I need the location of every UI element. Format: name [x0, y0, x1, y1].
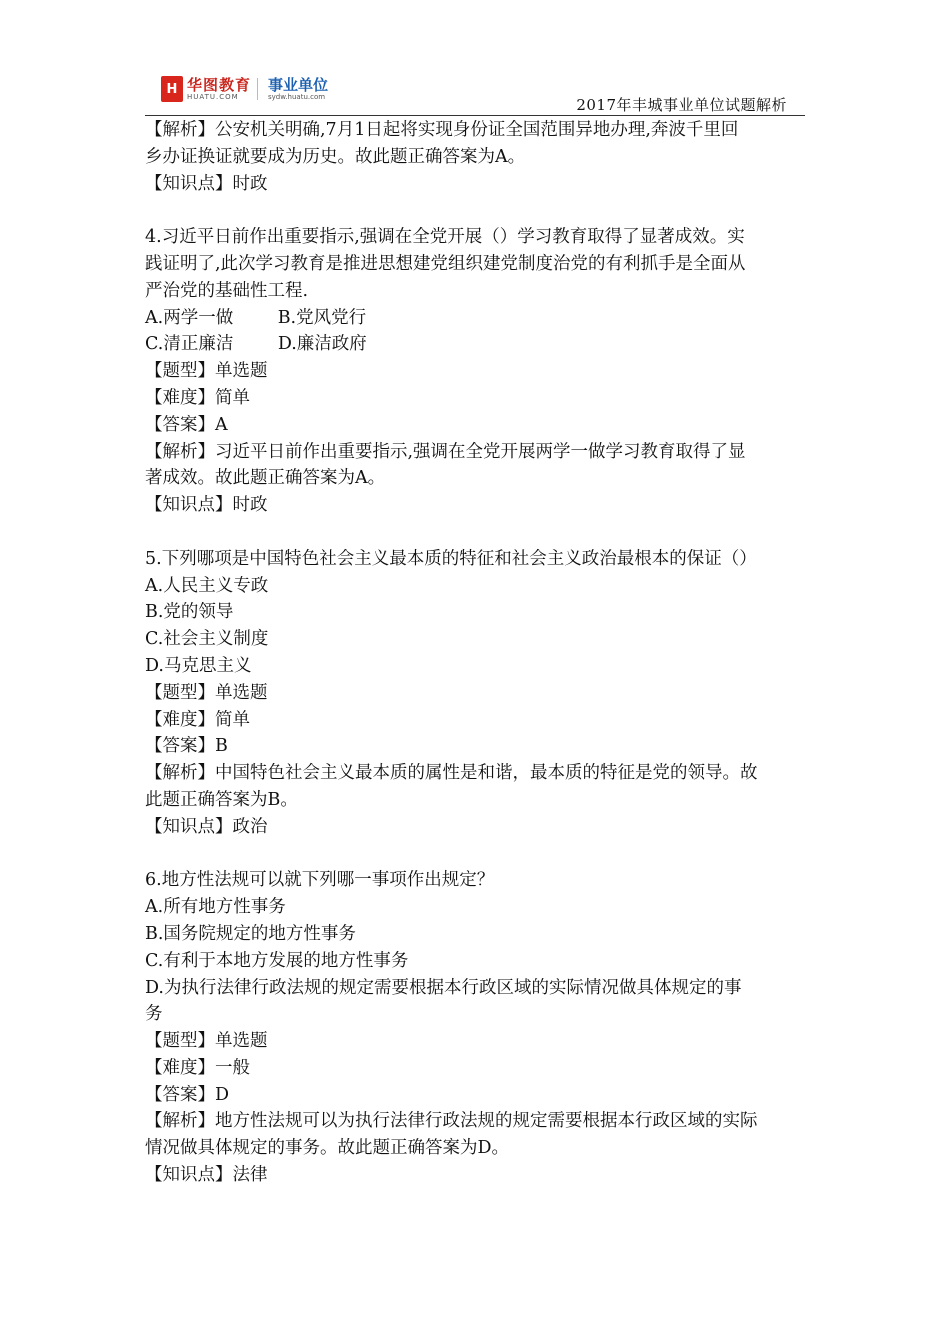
analysis-line: 【解析】地方性法规可以为执行法律行政法规的规定需要根据本行政区域的实际	[145, 1111, 758, 1132]
option-a: A.所有地方性事务	[145, 897, 286, 918]
question-type: 【题型】单选题	[145, 1031, 268, 1052]
analysis-line: 著成效。故此题正确答案为A。	[145, 468, 386, 489]
option-c: C.社会主义制度	[145, 629, 269, 650]
options-row: C.清正廉洁 D.廉洁政府	[145, 334, 367, 355]
question-type: 【题型】单选题	[145, 682, 268, 703]
document-body	[145, 117, 809, 1189]
question-5	[145, 546, 809, 841]
question-stem: 践证明了,此次学习教育是推进思想建党组织建党制度治党的有利抓手是全面从	[145, 253, 746, 274]
option-d: D.为执行法律行政法规的规定需要根据本行政区域的实际情况做具体规定的事	[145, 977, 742, 998]
question-answer: 【答案】D	[145, 1084, 230, 1105]
logo-name-en: HUATU.COM	[187, 93, 239, 101]
page-header	[145, 68, 805, 118]
question-type: 【题型】单选题	[145, 361, 268, 382]
option-b: B.党的领导	[145, 602, 234, 623]
analysis-line: 【解析】习近平日前作出重要指示,强调在全党开展两学一做学习教育取得了显	[145, 441, 746, 462]
header-rule	[145, 115, 805, 116]
option-a: A.人民主义专政	[145, 575, 269, 596]
option-d: D.马克思主义	[145, 655, 252, 676]
knowledge-point: 【知识点】时政	[145, 495, 268, 516]
question-answer: 【答案】A	[145, 414, 228, 435]
options-row: A.两学一做 B.党风党行	[145, 307, 367, 328]
analysis-line: 情况做具体规定的事务。故此题正确答案为D。	[145, 1138, 510, 1159]
question-stem: 5.下列哪项是中国特色社会主义最本质的特征和社会主义政治最根本的保证（）	[145, 548, 757, 569]
option-b: B.国务院规定的地方性事务	[145, 923, 356, 944]
logo-sub-url: sydw.huatu.com	[268, 93, 326, 101]
huatu-logo-icon: H	[161, 76, 183, 102]
knowledge-point: 【知识点】时政	[145, 173, 268, 194]
question-stem: 严治党的基础性工程.	[145, 280, 309, 301]
logo-sub-cn: 事业单位	[268, 76, 329, 94]
question-stem: 6.地方性法规可以就下列哪一事项作出规定？	[145, 870, 495, 891]
option-d: 务	[145, 1004, 163, 1025]
logo-name-cn: 华图教育	[187, 76, 252, 94]
knowledge-point: 【知识点】法律	[145, 1165, 268, 1186]
analysis-line: 【解析】公安机关明确,7月1日起将实现身份证全国范围异地办理,奔波千里回	[145, 120, 739, 140]
question-3-tail	[145, 117, 809, 197]
question-difficulty: 【难度】简单	[145, 387, 250, 408]
document-title: 2017年丰城事业单位试题解析	[576, 96, 787, 114]
analysis-line: 乡办证换证就要成为历史。故此题正确答案为A。	[145, 146, 526, 167]
option-c: C.有利于本地方发展的地方性事务	[145, 950, 409, 971]
question-difficulty: 【难度】一般	[145, 1057, 250, 1078]
analysis-line: 此题正确答案为B。	[145, 789, 298, 810]
huatu-logo	[161, 76, 328, 102]
question-answer: 【答案】B	[145, 736, 228, 757]
analysis-line: 【解析】中国特色社会主义最本质的属性是和谐，最本质的特征是党的领导。故	[145, 763, 758, 784]
knowledge-point: 【知识点】政治	[145, 816, 268, 837]
question-stem: 4.习近平日前作出重要指示,强调在全党开展（）学习教育取得了显著成效。实	[145, 227, 745, 248]
logo-divider	[257, 78, 258, 100]
question-4	[145, 224, 809, 519]
question-difficulty: 【难度】简单	[145, 709, 250, 730]
question-6	[145, 867, 809, 1189]
